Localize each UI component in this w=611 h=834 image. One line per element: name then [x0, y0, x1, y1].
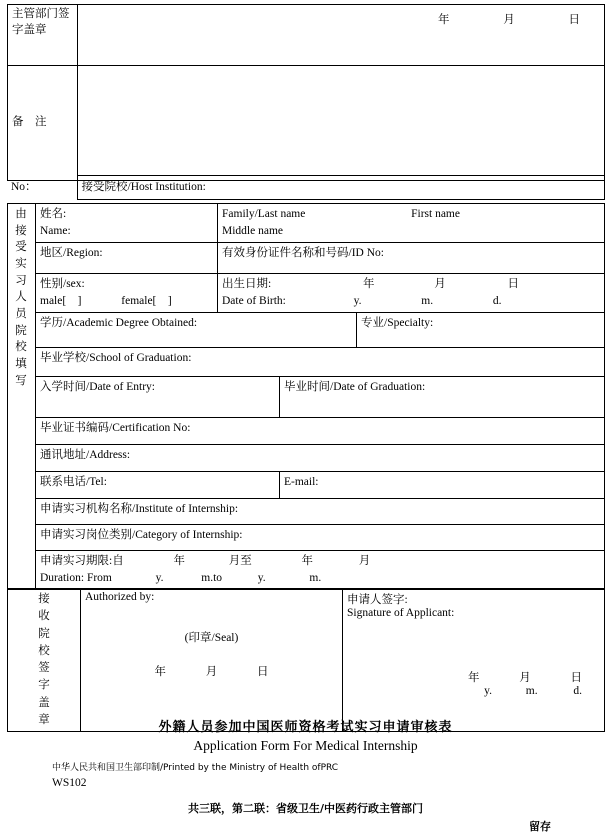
- table-row: [8, 589, 605, 732]
- remarks-label: 备 注: [12, 116, 47, 129]
- copy-note-line2: 留存: [529, 820, 551, 833]
- supervisor-date-year: 年: [438, 14, 450, 26]
- side-label-host-school-seal: 接 收 院 校 签 字 盖 章: [8, 589, 81, 732]
- remarks-label-cell: [8, 66, 78, 181]
- sex-male-checkbox[interactable]: male[ ]: [40, 294, 82, 307]
- table-row: [8, 274, 605, 313]
- applicant-date-d: d.: [573, 685, 582, 697]
- supervisor-seal-label-line1: 主管部门签: [12, 8, 70, 20]
- birth-date-cell[interactable]: [218, 274, 605, 313]
- specialty-cell[interactable]: [357, 313, 605, 348]
- specialty-label: 专业/Specialty:: [361, 317, 434, 329]
- applicant-date-en-line: [347, 685, 600, 697]
- entry-date-cell[interactable]: [36, 377, 280, 418]
- address-cell[interactable]: [36, 445, 605, 472]
- applicant-date-day: 日: [570, 672, 582, 684]
- entry-date-label: 入学时间/Date of Entry:: [40, 381, 155, 393]
- duration-month-2: 月: [358, 555, 371, 567]
- school-cell[interactable]: [36, 348, 605, 377]
- applicant-signature-label-en: Signature of Applicant:: [347, 607, 455, 619]
- signature-block-table: [7, 588, 605, 732]
- authorized-by-label: Authorized by:: [85, 591, 155, 603]
- applicant-date-m: m.: [525, 685, 538, 697]
- graduation-date-label: 毕业时间/Date of Graduation:: [284, 381, 426, 393]
- document-title-en: Application Form For Medical Internship: [193, 738, 418, 753]
- table-row: [8, 551, 605, 590]
- duration-y-1: y.: [155, 571, 164, 584]
- duration-cell[interactable]: [36, 551, 605, 590]
- sex-options[interactable]: [40, 293, 213, 310]
- name-value-cell[interactable]: [218, 204, 605, 243]
- authorized-by-cell[interactable]: [81, 589, 343, 732]
- applicant-date-year: 年: [468, 672, 480, 684]
- table-row: [8, 445, 605, 472]
- duration-year-2: 年: [301, 555, 313, 567]
- id-no-cell[interactable]: [218, 243, 605, 274]
- document-title-cn: 外籍人员参加中国医师资格考试实习申请审核表: [158, 720, 453, 735]
- birth-year: 年: [362, 278, 375, 290]
- printed-by-text: 中华人民共和国卫生部印制/Printed by the Ministry of Health ofPRC: [52, 763, 339, 773]
- duration-y-2: y.: [257, 571, 266, 584]
- birth-date-label-cn: 出生日期:: [222, 278, 272, 290]
- email-label: E-mail:: [284, 476, 319, 488]
- name-label-en: Name:: [40, 224, 71, 237]
- supervisor-seal-date-cell[interactable]: [78, 5, 605, 66]
- supervisor-date-month: 月: [503, 14, 515, 26]
- sex-cell[interactable]: [36, 274, 218, 313]
- table-row: [8, 66, 605, 181]
- table-row: [8, 525, 605, 551]
- graduation-date-cell[interactable]: [280, 377, 605, 418]
- sex-female-checkbox[interactable]: female[ ]: [121, 294, 172, 307]
- table-row: [8, 243, 605, 274]
- supervisor-seal-label-cell: [8, 5, 78, 66]
- host-institution-label: 接受院校/Host Institution:: [81, 181, 206, 193]
- seal-placeholder: (印章/Seal): [184, 632, 239, 644]
- certification-no-label: 毕业证书编码/Certification No:: [40, 422, 191, 434]
- table-row: [7, 176, 604, 200]
- id-no-label: 有效身份证件名称和号码/ID No:: [222, 247, 384, 259]
- birth-month: 月: [434, 278, 446, 290]
- degree-label: 学历/Academic Degree Obtained:: [40, 317, 198, 329]
- birth-m: m.: [421, 294, 434, 307]
- table-row: [8, 348, 605, 377]
- birth-d: d.: [492, 294, 502, 307]
- no-label-cell: [7, 176, 77, 200]
- form-code: WS102: [52, 777, 87, 789]
- institute-label: 申请实习机构名称/Institute of Internship:: [40, 503, 239, 515]
- duration-m-2: m.: [309, 571, 322, 584]
- table-row: [8, 472, 605, 499]
- name-label-cn: 姓名:: [40, 208, 67, 220]
- table-row: [8, 313, 605, 348]
- applicant-signature-label-cn: 申请人签字:: [347, 594, 408, 606]
- footer-titles: [0, 716, 611, 754]
- address-label: 通讯地址/Address:: [40, 449, 131, 461]
- duration-en-line: [40, 570, 600, 587]
- region-label: 地区/Region:: [40, 247, 103, 259]
- seal-date-month: 月: [205, 666, 218, 678]
- institute-cell[interactable]: [36, 499, 605, 525]
- no-label: No：: [11, 180, 37, 193]
- name-label-cell: [36, 204, 218, 243]
- birth-date-label-en: Date of Birth:: [222, 294, 286, 307]
- side-label-applicant-school: 由 接 受 实 习 人 员 院 校 填 写: [8, 204, 36, 590]
- duration-month-1: 月至: [228, 555, 252, 567]
- email-cell[interactable]: [280, 472, 605, 499]
- copy-note-line1: 共三联，第二联：省级卫生/中医药行政主管部门: [187, 802, 424, 815]
- certification-no-cell[interactable]: [36, 418, 605, 445]
- duration-m-1: m.to: [201, 571, 223, 584]
- table-row: [8, 499, 605, 525]
- duration-year-1: 年: [173, 555, 185, 567]
- host-institution-table: [7, 175, 605, 200]
- duration-cn-line: [40, 553, 600, 570]
- name-headers: [222, 206, 600, 223]
- category-label: 申请实习岗位类别/Category of Internship:: [40, 529, 243, 541]
- birth-day: 日: [507, 278, 519, 290]
- supervisor-date-line: [82, 7, 600, 27]
- applicant-date-month: 月: [519, 672, 531, 684]
- region-label-cell: [36, 243, 218, 274]
- degree-cell[interactable]: [36, 313, 357, 348]
- table-row: [8, 204, 605, 243]
- seal-date-line: [85, 645, 338, 679]
- seal-date-day: 日: [257, 666, 269, 678]
- middle-name-label: Middle name: [222, 224, 283, 237]
- duration-label-cn: 申请实习期限:自: [40, 555, 124, 567]
- birth-y: y.: [353, 294, 362, 307]
- category-cell[interactable]: [36, 525, 605, 551]
- seal-date-year: 年: [154, 666, 166, 678]
- table-row: [8, 5, 605, 66]
- duration-label-en: Duration: From: [40, 571, 112, 584]
- tel-label: 联系电话/Tel:: [40, 476, 107, 488]
- remarks-value-cell[interactable]: [78, 66, 605, 181]
- school-label: 毕业学校/School of Graduation:: [40, 352, 192, 364]
- applicant-signature-cell[interactable]: [343, 589, 605, 732]
- first-name-label: First name: [411, 208, 460, 220]
- sex-label-cn: 性别/sex:: [40, 278, 85, 290]
- main-form-table: [7, 203, 605, 590]
- host-institution-cell[interactable]: [77, 176, 604, 200]
- applicant-date-y: y.: [484, 685, 493, 697]
- top-block-table: [7, 4, 605, 181]
- family-last-name-label: Family/Last name: [222, 208, 306, 220]
- supervisor-seal-label-line2: 字盖章: [12, 23, 47, 36]
- table-row: [8, 418, 605, 445]
- birth-date-en-line: [222, 293, 600, 310]
- applicant-date-cn-line: [347, 669, 600, 685]
- supervisor-date-day: 日: [568, 14, 580, 26]
- birth-date-cn-line: [222, 276, 600, 293]
- tel-cell[interactable]: [36, 472, 280, 499]
- table-row: [8, 377, 605, 418]
